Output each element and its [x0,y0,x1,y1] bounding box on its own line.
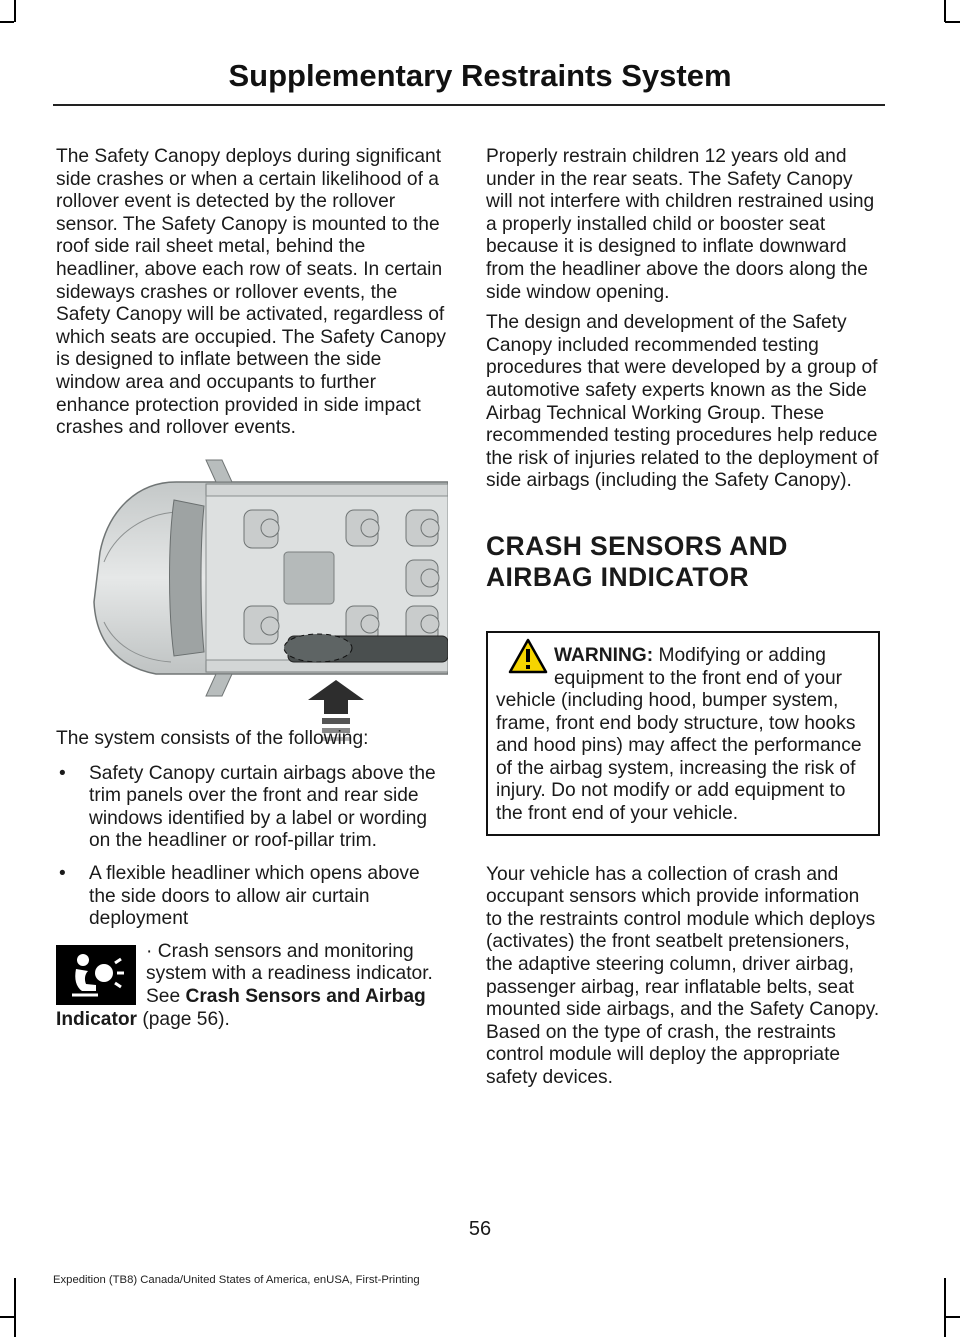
child-restraint-paragraph: Properly restrain children 12 years old and under in the rear seats. The Safety Canopy will not interfere with children restrained using a properly installed child or booster seat because it is designed to inflate downward from the headliner above the doors along the side window opening. [486,146,875,303]
crash-sensor-item [56,941,448,1031]
crop-mark [944,1278,946,1337]
system-lead: The system consists of the following: [56,728,369,749]
component-list [56,763,448,931]
crop-mark [14,1278,16,1337]
footer-text: Expedition (TB8) Canada/United States of America, enUSA, First-Printing [53,1274,420,1286]
testing-procedures-paragraph: The design and development of the Safety Canopy included recommended testing procedures that were developed by a group of automotive safety experts known as the Side Airbag Technical Working Group. These recommended testing procedures help reduce the risk of injuries related to the deployment of side airbags (including the Safety Canopy). [486,312,879,492]
page-number: 56 [468,1218,492,1240]
airbag-warning-icon [56,945,136,1005]
crop-mark [0,21,14,23]
crop-mark [0,1316,14,1318]
crash-sensors-paragraph: Your vehicle has a collection of crash and occupant sensors which provide information to the restraints control module which deploys (activates) the front seatbelt pretensioners, the adaptive steering column, driver airbag, passenger airbag, rear inflatable belts, seat mounted side airbags, and the Safety Canopy. Based on the type of crash, the restraints control module will deploy the appropriate safety devices. [486,863,880,1088]
crop-mark [14,0,16,22]
list-item-text: Safety Canopy curtain airbags above the trim panels over the front and rear side windows identified by a label or wording on the headliner or roof-pillar trim. [89,762,436,852]
list-item [56,863,448,931]
section-heading [486,531,880,593]
warning-text: Modifying or adding equipment to the front end of your vehicle (including hood, bumper system, frame, front end body structure, tow hooks and hood pins) may affect the performance of the airbag system, increasing the risk of injury. Do not modify or add equipment to the front end of your vehicle. [496,644,862,825]
heading-line: AIRBAG INDICATOR [486,561,750,592]
header-divider [53,104,885,106]
crop-mark [944,0,946,22]
crash-sensor-link[interactable]: Crash Sensors and Airbag Indicator [56,985,426,1030]
bullet-mark: • [59,862,66,884]
crop-mark [945,1316,960,1318]
right-column [486,146,880,1098]
warning-triangle-icon [508,638,548,674]
bullet-mark: • [59,762,66,784]
heading-line: CRASH SENSORS AND [486,530,788,561]
safety-canopy-intro: The Safety Canopy deploys during significant side crashes or when a certain likelihood of a rollover event is detected by the rollover sensor. The Safety Canopy is mounted to the roof side rail sheet metal, behind the headliner, above each row of seats. In certain sideways crashes or rollover events, the Safety Canopy will be activated, regardless of which seats are occupied. The Safety Canopy is designed to inflate between the side window area and occupants to further enhance protection provided in side impact crashes and rollover events. [56,146,447,439]
warning-label: WARNING: [554,644,654,666]
page-title: Supplementary Restraints System [228,58,732,93]
warning-box [486,631,880,836]
crop-mark [945,21,960,23]
list-item [56,763,448,853]
list-item-text: A flexible headliner which opens above the side doors to allow air curtain deployment [89,862,420,930]
crash-sensor-page-ref: (page 56). [142,1008,230,1030]
left-column [56,146,448,448]
crash-sensor-text: · Crash sensors and monitoring system with a readiness indicator. See [146,940,433,1007]
safety-canopy-illustration [56,452,448,748]
system-components [56,728,448,1031]
